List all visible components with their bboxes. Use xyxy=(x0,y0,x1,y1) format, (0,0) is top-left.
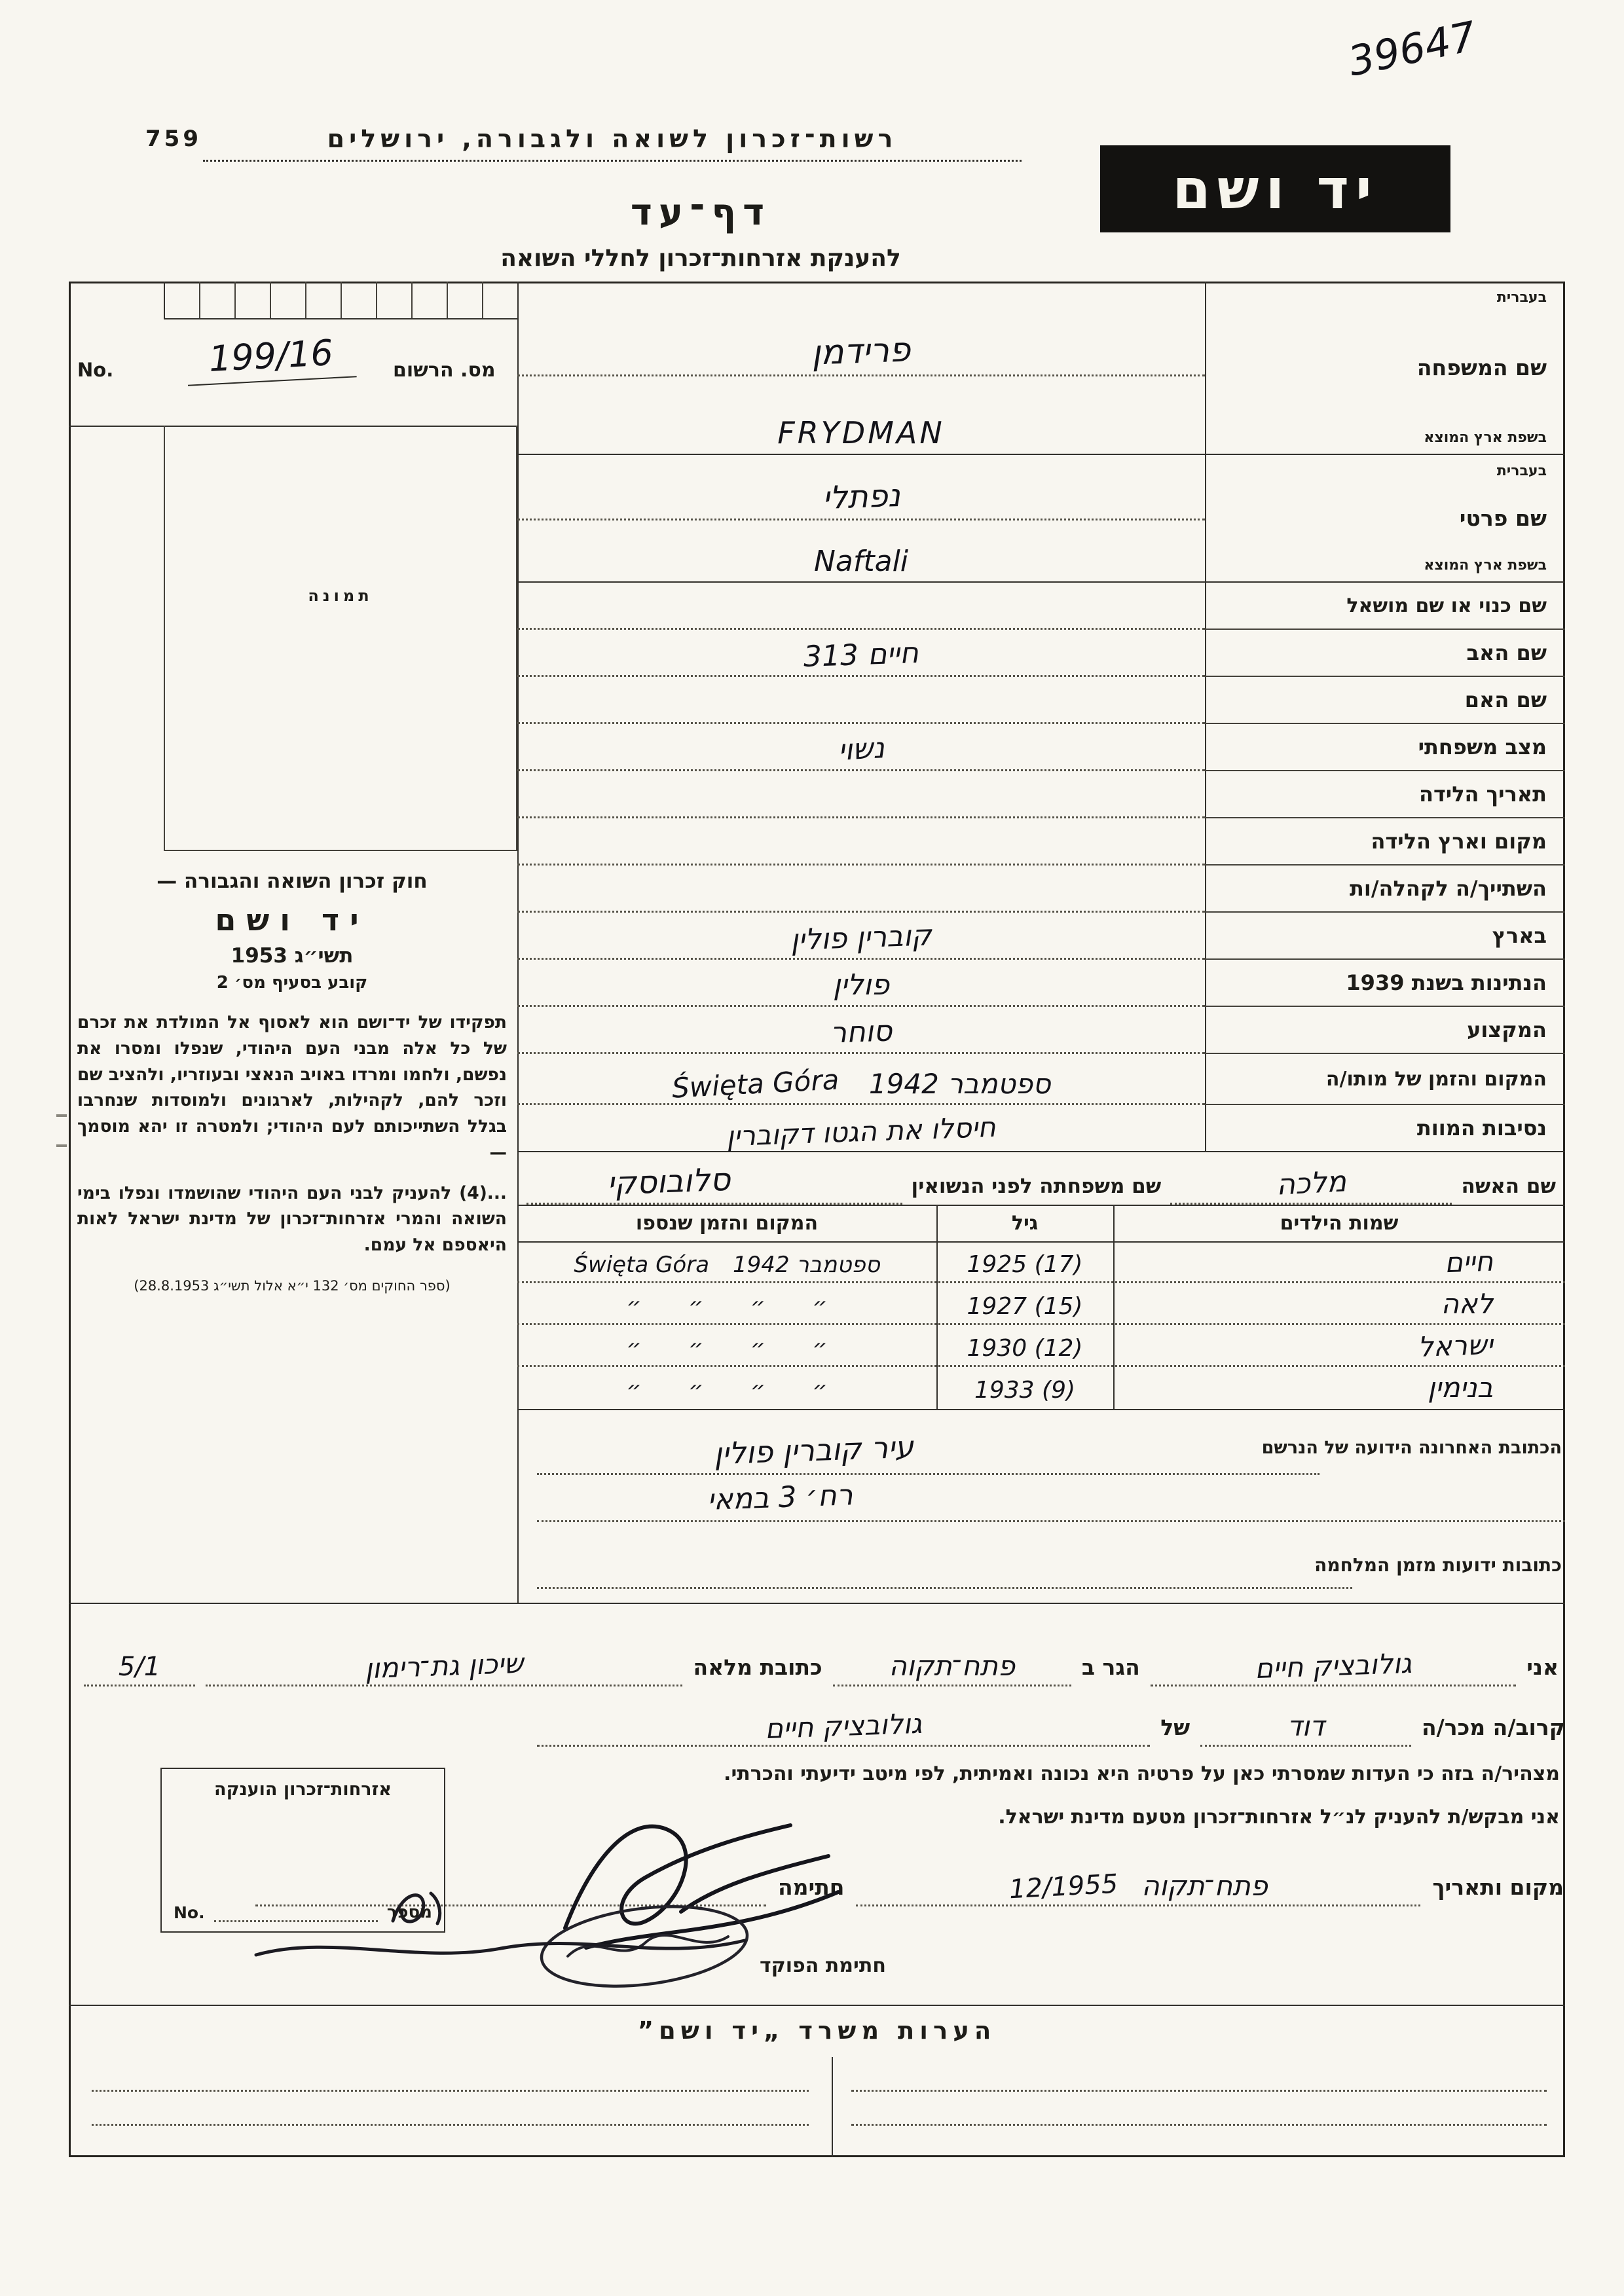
law-body: תפקידו של יד־ושם הוא לאסוף אל המולדת את זכרם של כל אלה מבני העם היהודי, שנפלו ומסרו את נפשם, ולחמו ומרדו באויב הנאצי ובעוזריו, ולהציב שם וזכר להם, לקהילות, לארגונים ולמוסדות שנחרבו בגלל השתייכותם לעם היהודי; ולמטרה זו יהא מוסמך — xyxy=(77,1012,507,1163)
citizenship-1939-row xyxy=(517,960,1205,1007)
notes-rule xyxy=(92,2090,809,2092)
first-name-hebrew-row xyxy=(517,455,1205,520)
scan-artifact xyxy=(56,1144,67,1147)
law-year: תשי״ג 1953 xyxy=(231,944,354,968)
child-row-3-name xyxy=(1113,1325,1565,1367)
photo-box xyxy=(164,426,517,851)
notes-divider xyxy=(69,2005,1565,2006)
death-circumstances-handwritten: חיסלו את הגטו דקוברין xyxy=(726,1110,997,1153)
wife-maiden-label: שם משפחתה לפני הנשואין xyxy=(911,1175,1162,1198)
place-handwritten: פתח־תקוה xyxy=(1141,1870,1268,1902)
last-address-line2-handwritten: רח׳ 3 במאי xyxy=(707,1478,854,1517)
form-title: דף־עד xyxy=(630,191,771,234)
resides-handwritten: פתח־תקוה xyxy=(889,1650,1016,1682)
birth-date-label: תאריך הלידה xyxy=(1205,771,1565,818)
of-label: של xyxy=(1160,1715,1190,1740)
wife-label: שם האשה xyxy=(1461,1175,1556,1198)
yad-vashem-logo-text: יד ושם xyxy=(1172,156,1378,221)
notes-rule xyxy=(92,2124,809,2126)
child-age-handwritten: 1930 (12) xyxy=(967,1335,1083,1362)
declaration-line-1 xyxy=(84,1638,1559,1686)
notes-rule xyxy=(851,2124,1547,2126)
first-name-hebrew-handwritten: נפתלי xyxy=(821,477,901,517)
declaration-line-2 xyxy=(537,1701,1565,1747)
relation-fill xyxy=(1200,1710,1411,1747)
profession-handwritten: סוחר xyxy=(830,1014,893,1050)
place-date-label: מקום ותאריך xyxy=(1432,1874,1564,1900)
profession-row xyxy=(517,1007,1205,1054)
country-row xyxy=(517,913,1205,960)
child-name-handwritten: חיים xyxy=(1444,1245,1494,1279)
father-name-handwritten: חיים 313 xyxy=(803,636,919,674)
death-place-handwritten: Święta Góra xyxy=(671,1063,840,1104)
family-name-label-group xyxy=(1205,282,1565,455)
community-row xyxy=(517,866,1205,913)
nickname-row xyxy=(517,583,1205,630)
wife-maiden-name-fill xyxy=(526,1163,902,1205)
family-name-origin-note: בשפת ארץ המוצא xyxy=(1424,429,1547,446)
resides-label: הגר ב xyxy=(1081,1654,1140,1680)
memorial-citizenship-title: אזרחות־זכרון הוענקה xyxy=(214,1779,392,1800)
marital-status-handwritten: נשוי xyxy=(837,731,885,767)
law-text-block xyxy=(77,869,507,1294)
country-label: בארץ xyxy=(1205,913,1565,960)
child-age-handwritten: 1925 (17) xyxy=(967,1251,1083,1278)
memorial-number-fill xyxy=(214,1900,378,1922)
nickname-label: שם כנוי או שם מושאל xyxy=(1205,583,1565,630)
law-clause-4: ...(4) להעניק לבני העם היהודי שהושמדו ונפלו בימי השואה והמרי אזרחות־זכרון של מדינת ישראל לאות היאספם אל עמם. xyxy=(77,1182,507,1255)
authority-header: רשות־זכרון לשואה ולגבורה, ירושלים xyxy=(203,124,1022,162)
last-address-rule-2 xyxy=(537,1520,1565,1522)
child-name-handwritten: לאה xyxy=(1441,1288,1493,1320)
marital-status-label: מצב משפחתי xyxy=(1205,724,1565,771)
declaration-statement-1: מצהיר/ה בזה כי העדות שמסרתי כאן על פרטיה היא נכונה ואמיתית, לפי מיטב ידיעתי והכרתי. xyxy=(724,1762,1560,1785)
law-heading: חוק זכרון השואה והגבורה — xyxy=(157,869,428,893)
family-name-hebrew-handwritten: פרידמן xyxy=(811,330,912,373)
witness-name-fill xyxy=(1151,1647,1516,1686)
death-circumstances-row xyxy=(517,1105,1205,1152)
witness-name-handwritten: גולובציק חיים xyxy=(1254,1647,1412,1685)
wife-first-name-fill xyxy=(1170,1167,1452,1205)
father-name-label: שם האב xyxy=(1205,630,1565,677)
child-place-latin-handwritten: Święta Góra xyxy=(574,1252,710,1278)
citizenship-1939-handwritten: פולין xyxy=(832,968,890,1002)
wife-maiden-name-handwritten: סלובוסקי xyxy=(606,1161,731,1203)
birth-place-row xyxy=(517,818,1205,866)
place-date-signature-line xyxy=(255,1857,1564,1906)
page-number: 759 xyxy=(145,126,202,152)
first-name-label: שם פרטי xyxy=(1459,505,1547,531)
scan-artifact xyxy=(56,1114,67,1117)
number-grid-strip xyxy=(164,282,517,319)
child-row-2-place xyxy=(517,1283,936,1325)
form-subtitle: להענקת אזרחות־זכרון לחללי השואה xyxy=(500,245,901,272)
resides-fill xyxy=(833,1650,1071,1686)
family-name-hebrew-note: בעברית xyxy=(1496,289,1547,306)
last-address-line1-handwritten: עיר קוברין פולין xyxy=(713,1429,914,1472)
child-row-4-place xyxy=(517,1367,936,1409)
child-row-3-place xyxy=(517,1325,936,1367)
place-date-fill xyxy=(856,1870,1420,1906)
child-row-4-age xyxy=(936,1367,1113,1409)
child-place-ditto-handwritten: ״ ״ ״ ״ xyxy=(626,1335,828,1362)
family-name-label: שם המשפחה xyxy=(1416,355,1547,380)
notes-rule xyxy=(851,2090,1547,2092)
memorial-number-label: מספר xyxy=(386,1903,432,1922)
registration-no-abbrev: No. xyxy=(77,359,114,381)
father-name-row xyxy=(517,630,1205,677)
address-number-handwritten: 5/1 xyxy=(118,1652,161,1682)
death-circumstances-label: נסיבות המוות xyxy=(1205,1105,1565,1152)
law-org: יד ושם xyxy=(215,902,369,938)
death-place-time-row xyxy=(517,1054,1205,1105)
profession-label: המקצוע xyxy=(1205,1007,1565,1054)
registration-label: מס. הרשום xyxy=(393,359,496,382)
law-intro: קובע בסעיף מס׳ 2 xyxy=(216,973,368,993)
last-address-label: הכתובת האחרונה הידועה של הנרשם xyxy=(1261,1438,1562,1458)
memorial-citizenship-box xyxy=(160,1768,445,1933)
child-place-ditto-handwritten: ״ ״ ״ ״ xyxy=(626,1293,828,1320)
child-row-1-name xyxy=(1113,1241,1565,1283)
relation-handwritten: דוד xyxy=(1287,1710,1325,1742)
memorial-no-abbrev: No. xyxy=(174,1903,205,1922)
official-signature-label: חתימת הפוקד xyxy=(760,1954,886,1977)
last-address-rule-1 xyxy=(537,1473,1320,1475)
mother-name-row xyxy=(517,677,1205,724)
citizenship-1939-label: הנתינות בשנת 1939 xyxy=(1205,960,1565,1007)
child-name-handwritten: ישראל xyxy=(1417,1328,1494,1363)
child-row-1-age xyxy=(936,1241,1113,1283)
war-addresses-label: כתובות ידועות מזמן המלחמה xyxy=(1314,1554,1562,1576)
full-address-handwritten: שיכון גת־רימון xyxy=(364,1647,525,1685)
child-place-ditto-handwritten: ״ ״ ״ ״ xyxy=(626,1377,828,1404)
community-label: השתייך/ה לקהלה/ות xyxy=(1205,866,1565,913)
first-name-origin-handwritten: Naftali xyxy=(813,545,909,578)
of-value-handwritten: גולובציק חיים xyxy=(764,1707,923,1745)
notes-column-divider xyxy=(832,2057,833,2157)
birth-date-row xyxy=(517,771,1205,818)
registration-value-handwritten: 199/16 xyxy=(185,331,356,386)
child-row-2-name xyxy=(1113,1283,1565,1325)
child-age-handwritten: 1927 (15) xyxy=(967,1293,1083,1320)
declaration-statement-2: אני מבקש/ת להעניק לנ״ל אזרחות־זכרון מטעם מדינת ישראל. xyxy=(998,1806,1560,1829)
family-name-origin-row xyxy=(517,376,1205,455)
family-name-origin-handwritten: FRYDMAN xyxy=(777,415,945,450)
birth-place-label: מקום וארץ הלידה xyxy=(1205,818,1565,866)
declarant-i-label: אני xyxy=(1526,1654,1559,1680)
children-table-bottom-rule xyxy=(517,1409,1565,1410)
first-name-origin-note: בשפת ארץ המוצא xyxy=(1424,557,1547,574)
war-addresses-rule xyxy=(537,1587,1352,1589)
child-row-4-name xyxy=(1113,1367,1565,1409)
memorial-citizenship-number-row xyxy=(162,1900,444,1931)
section-divider xyxy=(69,1603,1565,1604)
children-age-header: גיל xyxy=(1011,1211,1039,1235)
family-name-hebrew-row xyxy=(517,282,1205,376)
children-names-header: שמות הילדים xyxy=(1280,1211,1399,1235)
yad-vashem-logo xyxy=(1100,145,1450,232)
law-source: (ספר החוקים מס׳ 132 י״א אלול תשי״ג 28.8.1953) xyxy=(134,1277,451,1294)
mother-name-label: שם האם xyxy=(1205,677,1565,724)
children-place-header: המקום והזמן שנספו xyxy=(635,1211,819,1235)
first-name-origin-row xyxy=(517,520,1205,583)
child-age-handwritten: 1933 (9) xyxy=(974,1377,1076,1404)
child-row-3-age xyxy=(936,1325,1113,1367)
address-number-fill xyxy=(84,1652,195,1686)
relation-label: קרוב/ה מכר/ה xyxy=(1422,1715,1565,1740)
death-place-time-label: המקום והזמן של מותו/ה xyxy=(1205,1054,1565,1105)
child-row-2-age xyxy=(936,1283,1113,1325)
wife-first-name-handwritten: מלכה xyxy=(1275,1165,1348,1202)
photo-box-label: תמונה xyxy=(308,587,373,606)
child-row-1-place xyxy=(517,1241,936,1283)
office-notes-title: הערות משרד „יד ושם” xyxy=(637,2016,997,2045)
wife-row xyxy=(517,1152,1565,1205)
death-time-handwritten: ספטמבר 1942 xyxy=(868,1068,1051,1100)
marital-status-row xyxy=(517,724,1205,771)
child-place-time-handwritten: ספטמבר 1942 xyxy=(733,1252,880,1278)
date-handwritten: 12/1955 xyxy=(1008,1868,1119,1905)
child-name-handwritten: בנימין xyxy=(1428,1372,1493,1404)
first-name-label-group xyxy=(1205,455,1565,583)
full-address-fill xyxy=(206,1647,682,1686)
full-address-label: כתובת מלאה xyxy=(693,1654,822,1680)
corner-handwritten-number: 39647 xyxy=(1344,12,1481,86)
of-value-fill xyxy=(537,1707,1150,1747)
country-handwritten: קוברין פולין xyxy=(790,919,932,957)
first-name-hebrew-note: בעברית xyxy=(1496,463,1547,479)
signature-label: חתימה xyxy=(777,1874,845,1900)
